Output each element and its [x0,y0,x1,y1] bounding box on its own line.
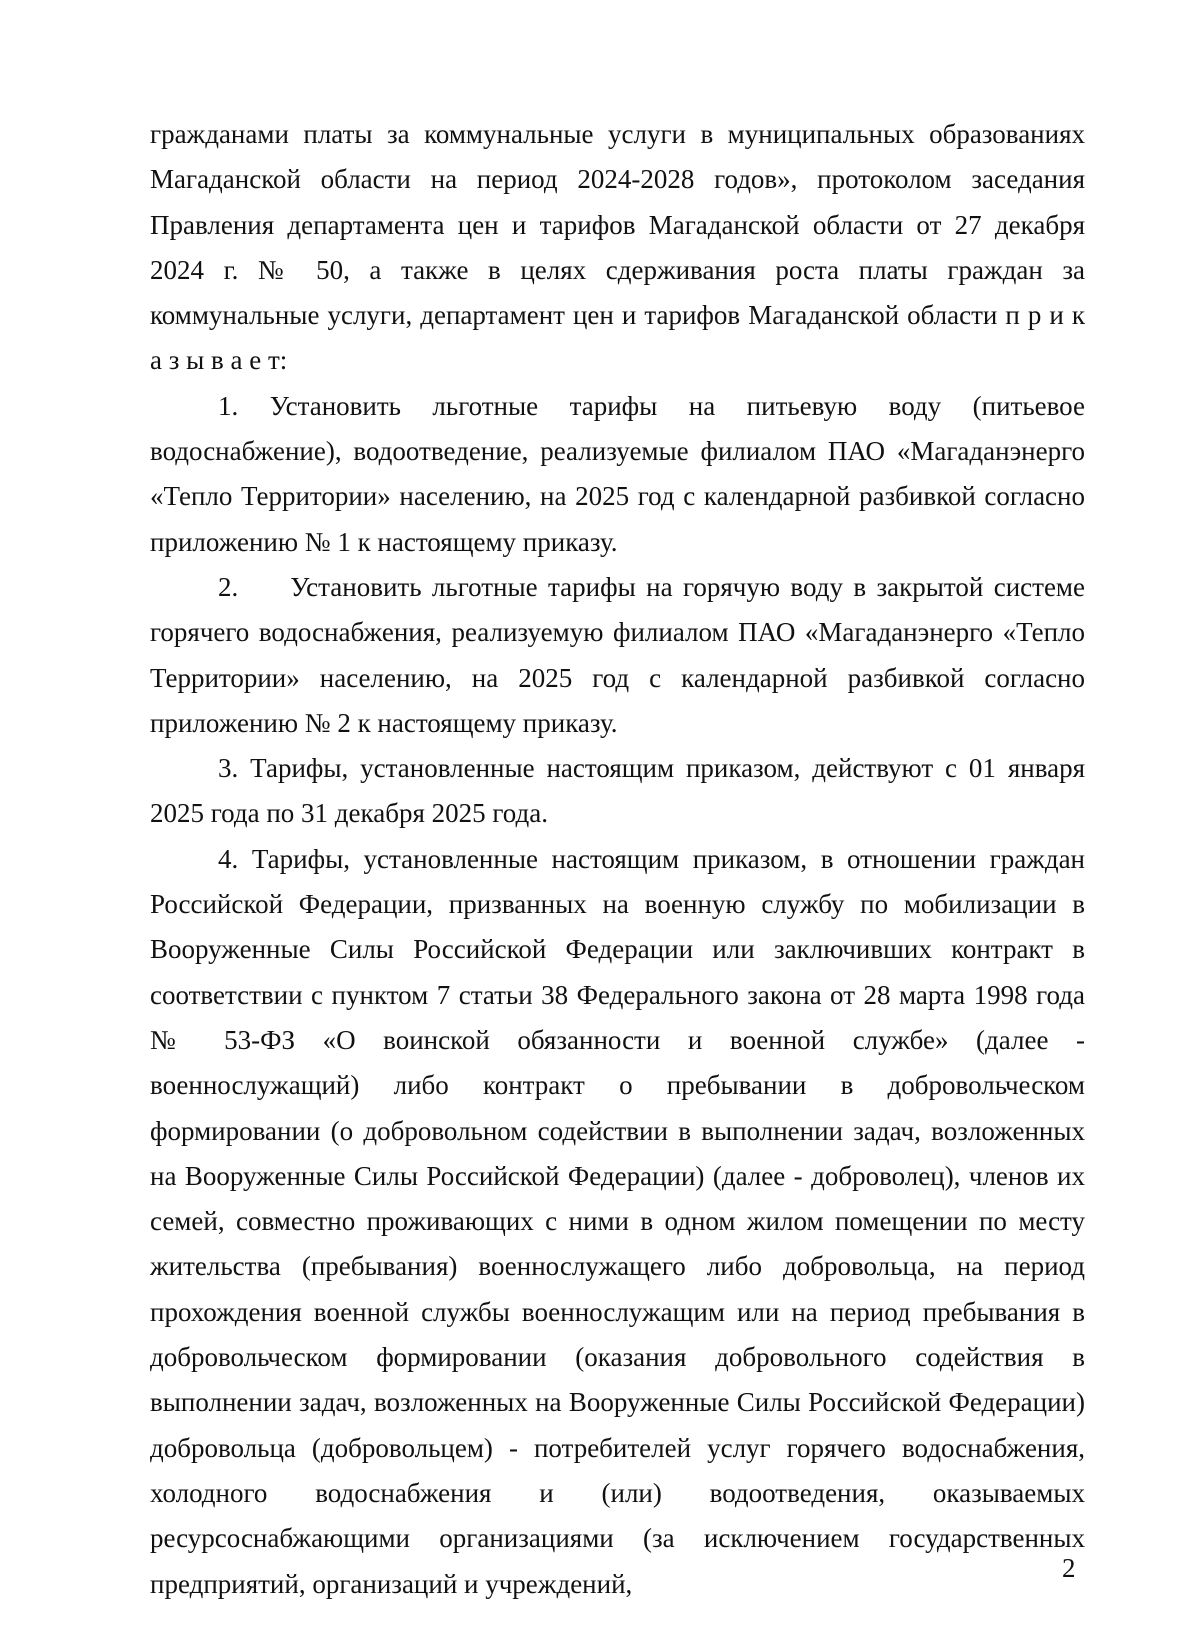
document-body [150,112,1085,1607]
paragraph-item-1: 1. Установить льготные тарифы на питьевую воду (питьевое водоснабжение), водоотведение, реализуемые филиалом ПАО «Магаданэнерго «Тепло Территории» населению, на 2025 год с календарной разбивкой согласно приложению № 1 к настоящему приказу. [150,390,1085,557]
page-number: 2 [1062,1553,1076,1583]
paragraph-item-2: 2. Установить льготные тарифы на горячую воду в закрытой системе горячего водоснабжения, реализуемую филиалом ПАО «Магаданэнерго «Тепло Территории» населению, на 2025 год с календарной разбивкой согласно приложению № 2 к настоящему приказу. [150,571,1085,738]
paragraph-item-4: 4. Тарифы, установленные настоящим приказом, в отношении граждан Российской Федерации, призванных на военную службу по мобилизации в Вооруженные Силы Российской Федерации или заключивших контракт в соответствии с пунктом 7 статьи 38 Федерального закона от 28 марта 1998 года № 53-ФЗ «О воинской обязанности и военной службе» (далее - военнослужащий) либо контракт о пребывании в добровольческом формировании (о добровольном содействии в выполнении задач, возложенных на Вооруженные Силы Российской Федерации) (далее - доброволец), членов их семей, совместно проживающих с ними в одном жилом помещении по месту жительства (пребывания) военнослужащего либо добровольца, на период прохождения военной службы военнослужащим или на период пребывания в добровольческом формировании (оказания добровольного содействия в выполнении задач, возложенных на Вооруженные Силы Российской Федерации) добровольца (добровольцем) - потребителей услуг горячего водоснабжения, холодного водоснабжения и (или) водоотведения, оказываемых ресурсоснабжающими организациями (за исключением государственных предприятий, организаций и учреждений, [150,843,1085,1599]
paragraph-item-3: 3. Тарифы, установленные настоящим приказом, действуют с 01 января 2025 года по 31 декабря 2025 года. [150,753,1085,829]
paragraph-preamble-continuation: гражданами платы за коммунальные услуги в муниципальных образованиях Магаданской области на период 2024-2028 годов», протоколом заседания Правления департамента цен и тарифов Магаданской области от 27 декабря 2024 г. № 50, а также в целях сдерживания роста платы граждан за коммунальные услуги, департамент цен и тарифов Магаданской области п р и к а з ы в а е т: [150,119,1085,376]
